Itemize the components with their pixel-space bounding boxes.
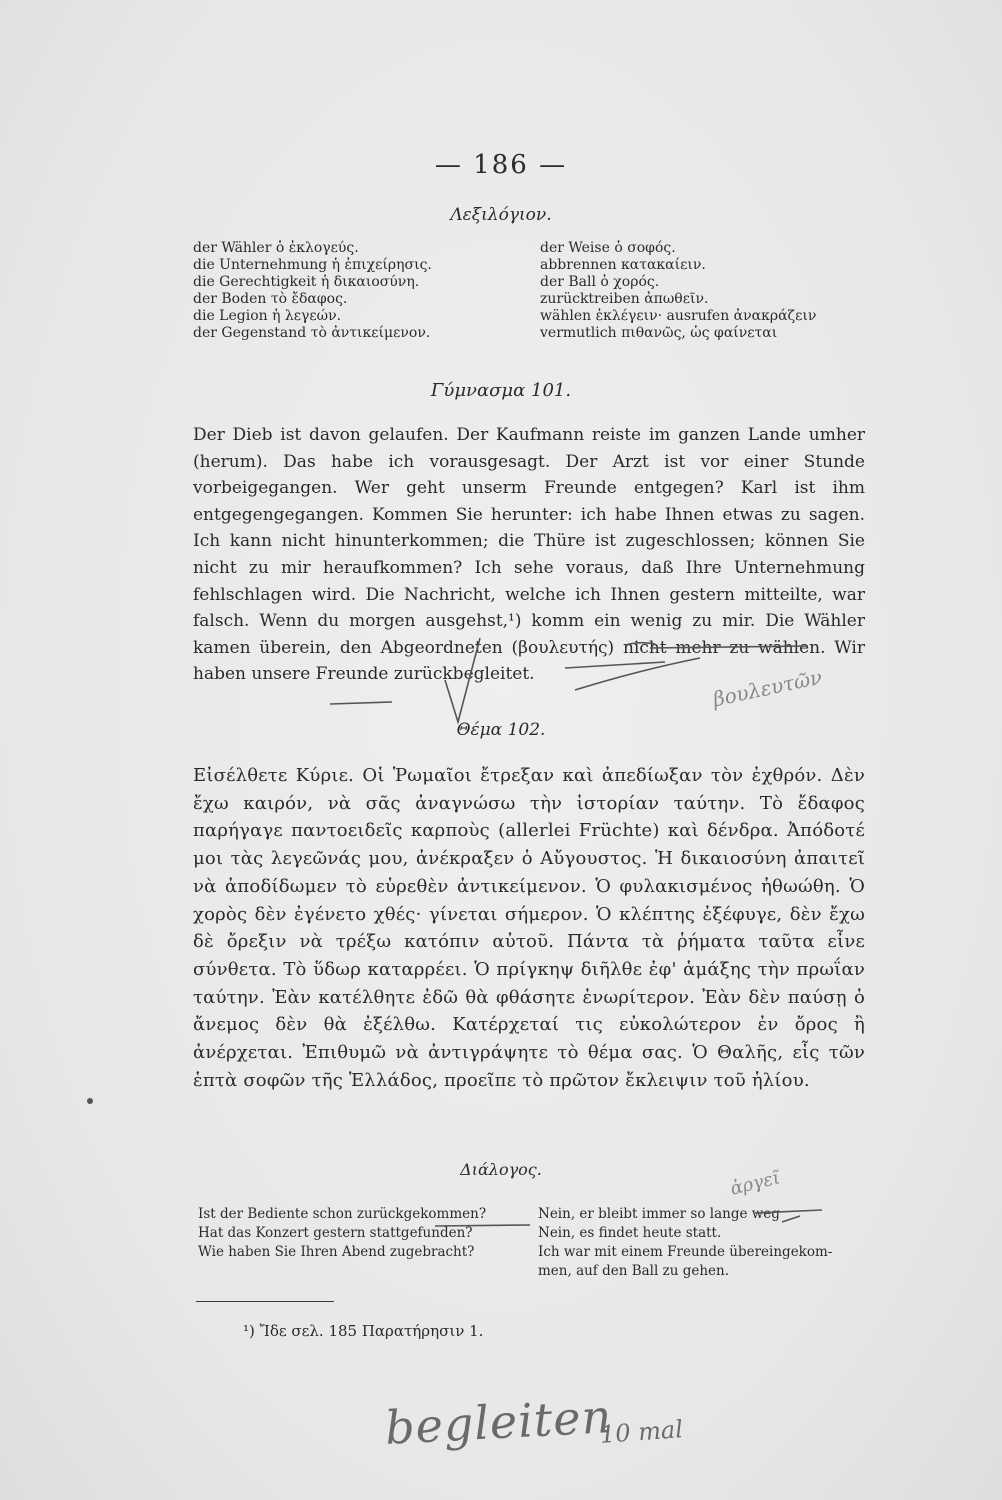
handwritten-dialog-note: ἀργεῖ bbox=[728, 1167, 783, 1200]
underline-mark bbox=[330, 702, 392, 704]
thema-title: Θέμα 102. bbox=[456, 720, 546, 740]
vocab-entry: der Wähler ὁ ἐκλογεύς. bbox=[193, 240, 359, 256]
dialogos-title: Διάλογος. bbox=[460, 1160, 542, 1179]
dialog-line: Hat das Konzert gestern stattgefunden? bbox=[198, 1225, 473, 1241]
dialog-line: Wie haben Sie Ihren Abend zugebracht? bbox=[198, 1244, 475, 1260]
vocab-entry: die Gerechtigkeit ἡ δικαιοσύνη. bbox=[193, 274, 420, 290]
footnote-divider bbox=[196, 1301, 334, 1302]
vocab-list-left bbox=[193, 240, 533, 342]
vocab-entry: abbrennen κατακαίειν. bbox=[540, 257, 706, 273]
handwritten-ten-times: 10 mal bbox=[599, 1415, 684, 1449]
handwritten-begleiten: begleiten bbox=[383, 1389, 614, 1455]
vocab-entry: die Legion ἡ λεγεών. bbox=[193, 308, 342, 324]
gymnasma-title: Γύμνασμα 101. bbox=[430, 380, 572, 401]
margin-dot bbox=[87, 1098, 93, 1104]
page-number: — 186 — bbox=[434, 150, 568, 180]
vocab-entry: vermutlich πιθανῶς, ὡς φαίνεται bbox=[540, 325, 778, 341]
vocab-entry: wählen ἐκλέγειν· ausrufen ἀνακράζειν bbox=[540, 308, 817, 324]
dialog-line: Ist der Bediente schon zurückgekommen? bbox=[198, 1206, 487, 1222]
dialog-questions bbox=[198, 1205, 533, 1262]
thema-text: Εἰσέλθετε Κύριε. Οἱ Ῥωμαῖοι ἔτρεξαν καὶ ἀπεδίωξαν τὸν ἐχθρόν. Δὲν ἔχω καιρόν, νὰ σᾶς ἀναγνώσω τὴν ἱστορίαν ταύτην. Τὸ ἔδαφος παρήγαγε παντοειδεῖς καρποὺς (allerlei Früchte) καὶ δένδρα. Ἀπόδοτέ μοι τὰς λεγεῶνάς μου, ἀνέκραξεν ὁ Αὔγουστος. Ἡ δικαιοσύνη ἀπαιτεῖ νὰ ἀποδίδωμεν τὸ εὑρεθὲν ἀντικείμενον. Ὁ φυλακισμένος ἠθωώθη. Ὁ χορὸς δὲν ἐγένετο χθές· γίνεται σήμερον. Ὁ κλέπτης ἐξέφυγε, δὲν ἔχω δὲ ὄρεξιν νὰ τρέξω κατόπιν αὐτοῦ. Πάντα τὰ ῥήματα ταῦτα εἶνε σύνθετα. Τὸ ὕδωρ καταρρέει. Ὁ πρίγκηψ διῆλθε ἐφ' ἁμάξης τὴν πρωΐαν ταύτην. Ἐὰν κατέλθητε ἐδῶ θὰ φθάσητε ἐνωρίτερον. Ἐὰν δὲν παύσῃ ὁ ἄνεμος δὲν θὰ ἐξέλθω. Κατέρχεταί τις εὐκολώτερον ἐν ὄρος ἢ ἀνέρχεται. Ἐπιθυμῶ νὰ ἀντιγράψητε τὸ θέμα σας. Ὁ Θαλῆς, εἷς τῶν ἑπτὰ σοφῶν τῆς Ἑλλάδος, προεῖπε τὸ πρῶτον ἔκλειψιν τοῦ ἡλίου. bbox=[193, 765, 865, 1091]
vocab-entry: der Boden τὸ ἔδαφος. bbox=[193, 291, 348, 307]
gymnasma-text: Der Dieb ist davon gelaufen. Der Kaufmann reiste im ganzen Lande umher (herum). Das habe ich vorausgesagt. Der Arzt ist vor einer Stunde vorbeigegangen. Wer geht unserm Freunde entgegen? Karl ist ihm entgegengegangen. Kommen Sie herunter: ich habe Ihnen etwas zu sagen. Ich kann nicht hinunterkommen; die Thüre ist zugeschlossen; können Sie nicht zu mir heraufkommen? Ich sehe voraus, daß Ihre Unternehmung fehlschlagen wird. Die Nachricht, welche ich Ihnen gestern mitteilte, war falsch. Wenn du morgen ausgehst,¹) komm ein wenig zu mir. Die Wähler kamen überein, den Abgeordneten (βουλευτής) nicht mehr zu wählen. Wir haben unsere Freunde zurückbegleitet. bbox=[193, 425, 865, 685]
handwritten-margin-note: βουλευτῶν bbox=[710, 664, 825, 712]
vocab-entry: der Weise ὁ σοφός. bbox=[540, 240, 676, 256]
vocab-entry: die Unternehmung ἡ ἐπιχείρησις. bbox=[193, 257, 432, 273]
vocab-entry: der Ball ὁ χορός. bbox=[540, 274, 660, 290]
vocab-entry: der Gegenstand τὸ ἀντικείμενον. bbox=[193, 325, 431, 341]
dialog-line: Ich war mit einem Freunde übereingekom- bbox=[538, 1244, 833, 1260]
dialog-answers bbox=[538, 1205, 868, 1281]
dialog-line: men, auf den Ball zu gehen. bbox=[538, 1263, 730, 1279]
vocab-list-right bbox=[540, 240, 860, 342]
footnote: ¹) Ἴδε σελ. 185 Παρατήρησιν 1. bbox=[243, 1322, 484, 1340]
dialog-line: Nein, er bleibt immer so lange weg bbox=[538, 1206, 780, 1222]
vocab-entry: zurücktreiben ἀπωθεῖν. bbox=[540, 291, 709, 307]
lexilogion-title: Λεξιλόγιον. bbox=[450, 205, 552, 225]
dialog-line: Nein, es findet heute statt. bbox=[538, 1225, 722, 1241]
